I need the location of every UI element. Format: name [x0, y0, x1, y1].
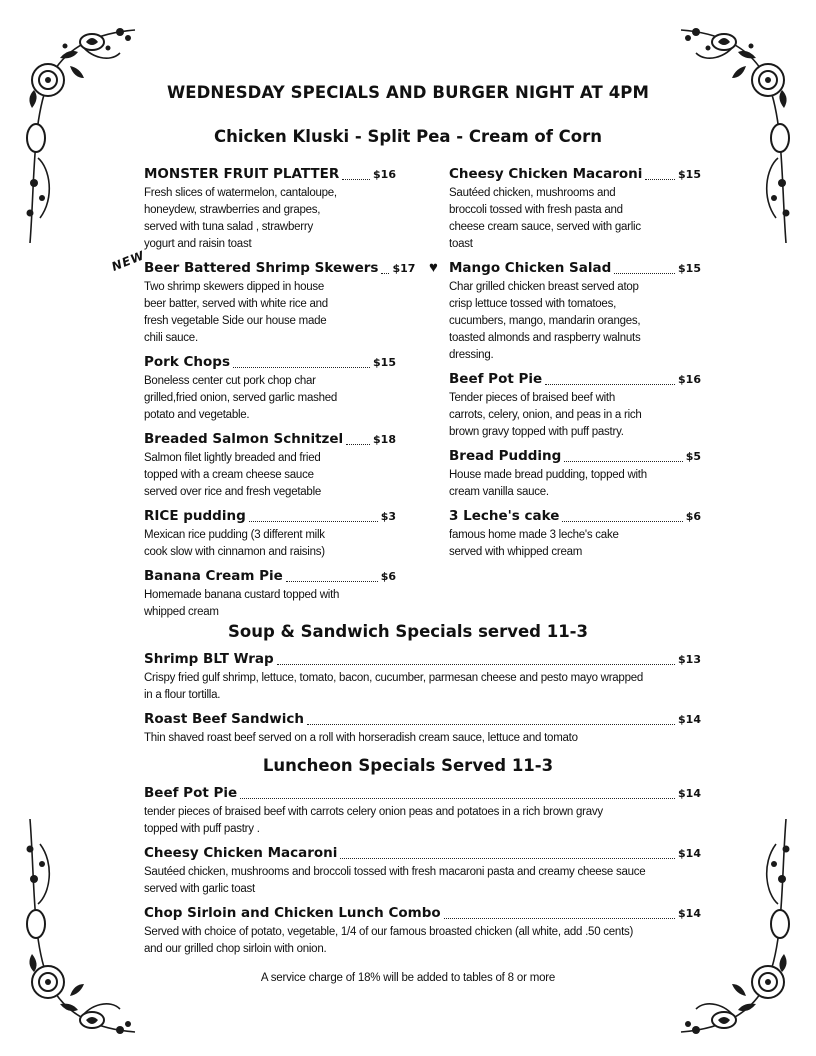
item-price: $14	[678, 713, 701, 726]
item-price: $3	[380, 510, 396, 523]
item-description: tender pieces of braised beef with carrots celery onion peas and potatoes in a rich brown gravy topped with puff pastry .	[144, 806, 603, 835]
item-name: Shrimp BLT Wrap	[144, 651, 274, 667]
dot-leader	[249, 521, 378, 522]
menu-item	[144, 352, 396, 424]
item-name: Bread Pudding	[449, 448, 562, 464]
dot-leader	[645, 179, 675, 180]
dot-leader	[545, 384, 675, 385]
item-name: Mango Chicken Salad	[449, 260, 612, 276]
heart-icon: ♥	[429, 259, 438, 276]
item-description: Sautéed chicken, mushrooms and broccoli tossed with fresh macaroni pasta and creamy cheese sauce served with garlic toast	[144, 866, 646, 895]
menu-item	[449, 446, 701, 501]
item-price: $17	[392, 262, 416, 275]
item-name: Beef Pot Pie	[449, 371, 543, 387]
item-name: Banana Cream Pie	[144, 568, 283, 584]
dot-leader	[564, 461, 682, 462]
dot-leader	[614, 273, 675, 274]
luncheon-title: Luncheon Specials Served 11-3	[262, 756, 554, 775]
menu-item	[144, 843, 701, 898]
item-description: Served with choice of potato, vegetable, 1/4 of our famous broasted chicken (all white, add .50 cents) and our grilled chop sirloin with onion.	[144, 926, 634, 955]
item-name: MONSTER FRUIT PLATTER	[144, 166, 340, 182]
dot-leader	[381, 273, 389, 274]
item-price: $15	[373, 356, 396, 369]
dot-leader	[340, 858, 675, 859]
soup-sandwich-title: Soup & Sandwich Specials served 11-3	[227, 622, 589, 641]
menu-item	[449, 369, 701, 441]
dot-leader	[277, 664, 675, 665]
menu-item	[449, 164, 701, 253]
item-name: Cheesy Chicken Macaroni	[449, 166, 643, 182]
item-description: Two shrimp skewers dipped in house beer batter, served with white rice and fresh vegetable Side our house made chili sauce.	[144, 281, 328, 344]
dot-leader	[286, 581, 378, 582]
service-charge-note: A service charge of 18% will be added to tables of 8 or more	[260, 972, 556, 984]
item-price: $15	[678, 262, 701, 275]
left-menu-column	[109, 164, 416, 626]
dot-leader	[307, 724, 675, 725]
menu-item	[109, 248, 416, 347]
dot-leader	[240, 798, 675, 799]
item-name: RICE pudding	[144, 508, 246, 524]
item-price: $16	[373, 168, 396, 181]
item-description: Boneless center cut pork chop char grilled,fried onion, served garlic mashed potato and vegetable.	[144, 375, 338, 421]
new-badge: NEW	[109, 248, 147, 274]
menu-item	[429, 258, 701, 364]
dot-leader	[233, 367, 370, 368]
item-description: Tender pieces of braised beef with carrots, celery, onion, and peas in a rich brown gravy topped with puff pastry.	[449, 392, 642, 438]
item-price: $13	[678, 653, 701, 666]
item-price: $16	[678, 373, 701, 386]
item-description: Crispy fried gulf shrimp, lettuce, tomato, bacon, cucumber, parmesan cheese and pesto mayo wrapped in a flour tortilla.	[144, 672, 644, 701]
item-price: $6	[380, 570, 396, 583]
soup-sandwich-list	[144, 649, 701, 752]
item-description: Sautéed chicken, mushrooms and broccoli tossed with fresh pasta and cheese cream sauce, served with garlic toast	[449, 187, 641, 250]
item-name: Cheesy Chicken Macaroni	[144, 845, 338, 861]
item-name: Beef Pot Pie	[144, 785, 238, 801]
item-price: $14	[678, 907, 701, 920]
menu-item	[144, 709, 701, 747]
menu-item	[144, 429, 396, 501]
right-menu-column	[429, 164, 701, 566]
item-name: Pork Chops	[144, 354, 230, 370]
menu-item	[144, 506, 396, 561]
dot-leader	[444, 918, 675, 919]
item-name: Beer Battered Shrimp Skewers	[144, 260, 379, 276]
menu-item	[144, 164, 396, 253]
item-price: $15	[678, 168, 701, 181]
item-description: House made bread pudding, topped with cream vanilla sauce.	[449, 469, 647, 498]
page-title: WEDNESDAY SPECIALS AND BURGER NIGHT AT 4PM	[166, 83, 650, 102]
dot-leader	[346, 444, 370, 445]
dot-leader	[562, 521, 682, 522]
menu-item	[449, 506, 701, 561]
item-price: $14	[678, 847, 701, 860]
item-price: $14	[678, 787, 701, 800]
menu-item	[144, 566, 396, 621]
item-name: 3 Leche's cake	[449, 508, 560, 524]
item-description: Thin shaved roast beef served on a roll with horseradish cream sauce, lettuce and tomato	[144, 732, 578, 744]
dot-leader	[342, 179, 370, 180]
luncheon-list	[144, 783, 701, 963]
menu-item	[144, 783, 701, 838]
item-price: $6	[685, 510, 701, 523]
item-price: $18	[373, 433, 396, 446]
menu-item	[144, 903, 701, 958]
item-price: $5	[685, 450, 701, 463]
item-description: Char grilled chicken breast served atop crisp lettuce tossed with tomatoes, cucumbers, mango, mandarin oranges, toasted almonds and raspberry walnuts dressing.	[449, 281, 641, 361]
item-description: Mexican rice pudding (3 different milk cook slow with cinnamon and raisins)	[144, 529, 325, 558]
item-description: Salmon filet lightly breaded and fried topped with a cream cheese sauce served over rice and fresh vegetable	[144, 452, 322, 498]
menu-item	[144, 649, 701, 704]
floral-corner-icon	[20, 814, 140, 1044]
item-description: famous home made 3 leche's cake served with whipped cream	[449, 529, 619, 558]
item-name: Roast Beef Sandwich	[144, 711, 304, 727]
item-name: Chop Sirloin and Chicken Lunch Combo	[144, 905, 441, 921]
item-description: Fresh slices of watermelon, cantaloupe, honeydew, strawberries and grapes, served with tuna salad , strawberry yogurt and raisin toast	[144, 187, 337, 250]
item-name: Breaded Salmon Schnitzel	[144, 431, 344, 447]
soup-of-the-day: Chicken Kluski - Split Pea - Cream of Corn	[214, 127, 602, 146]
item-description: Homemade banana custard topped with whipped cream	[144, 589, 340, 618]
